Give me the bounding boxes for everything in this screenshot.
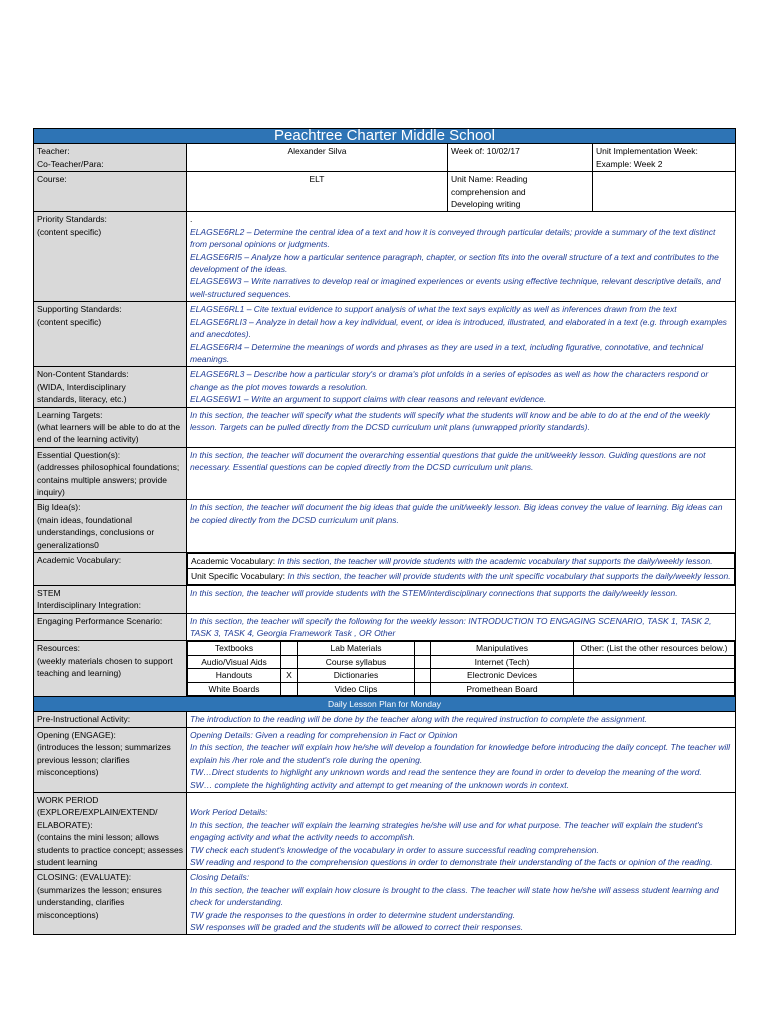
resource-item: Video Clips [298,682,415,695]
learning-targets-content: In this section, the teacher will specify what the students will specify what the students will know and be able to do at the end of the weekly lesson. Targets can be pulled directly from the DCSD curriculum unit plans (unwrapped priority standards). [187,407,736,447]
detail-line: TW check each student's knowledge of the vocabulary in order to assure successful reading comprehension. [190,844,599,855]
work-period-content [187,792,736,869]
essential-questions-content: In this section, the teacher will document the overarching essential questions that guide the unit/weekly lesson. Guiding questions are not necessary. Essential questions can be copied directly from the DCSD curriculum unit plans. [187,447,736,500]
lesson-plan-table [33,128,736,935]
standard-line: ELAGSE6RLI3 – Analyze in detail how a key individual, event, or idea is introduced, illustrated, and elaborated in a text (e.g. through examples and anecdotes). [190,316,727,340]
resource-item: White Boards [188,682,281,695]
unit-vocabulary-entry: Unit Specific Vocabulary: In this section, the teacher will provide students with the unit specific vocabulary that supports the daily/weekly lesson. [188,569,735,584]
resource-item: Audio/Visual Aids [188,655,281,668]
daily-plan-header: Daily Lesson Plan for Monday [34,697,736,712]
detail-line: In this section, the teacher will explain how closure is brought to the class. The teacher will state how he/she will assess student learning and check for understanding. [190,884,719,908]
closing-row [34,870,736,935]
resource-item: Course syllabus [298,655,415,668]
pre-instructional-row [34,712,736,727]
resource-check [415,642,431,655]
detail-line: TW grade the responses to the questions in order to determine student understanding. [190,909,516,920]
detail-line: SW reading and respond to the comprehension questions in order to demonstrate their understanding of the facts or opinion of the reading. [190,856,713,867]
work-period-label: WORK PERIOD (EXPLORE/EXPLAIN/EXTEND/ ELABORATE): (contains the mini lesson; allows students to practice concept; assesses student learning [34,792,187,869]
standard-line: ELAGSE6W3 – Write narratives to develop real or imagined experiences or events using effective technique, relevant descriptive details, and well-structured sequences. [190,276,721,299]
resource-check [415,655,431,668]
detail-line: TW…Direct students to highlight any unknown words and read the sentence they are found in order to develop the meaning of the word. [190,767,702,778]
resource-check [281,642,298,655]
non-content-standards-label: Non-Content Standards: (WIDA, Interdisciplinary standards, literacy, etc.) [34,367,187,407]
supporting-standards-content [187,302,736,367]
opening-content [187,727,736,792]
unit-name: Unit Name: Reading comprehension and Developing writing [448,172,593,212]
resource-check [281,655,298,668]
teacher-name: Alexander Silva [187,144,448,172]
standard-line: ELAGSE6RI4 – Determine the meanings of words and phrases as they are used in a text, including figurative, connotative, and technical meanings. [190,341,704,364]
resources-content [187,641,736,697]
resource-other [574,669,735,682]
unit-implementation-week: Unit Implementation Week: Example: Week 2 [593,144,736,172]
opening-row [34,727,736,792]
resources-grid-row [188,682,735,695]
engaging-scenario-row [34,613,736,641]
school-title: Peachtree Charter Middle School [34,129,736,144]
academic-vocabulary-row [34,553,736,586]
closing-label: CLOSING: (EVALUATE): (summarizes the lesson; ensures understanding, clarifies misconceptions) [34,870,187,935]
resource-other [574,655,735,668]
engaging-scenario-content: In this section, the teacher will specify the following for the weekly lesson: INTRODUCTION TO ENGAGING SCENARIO, TASK 1, TASK 2, TASK 3, TASK 4, Georgia Framework Task , OR Other [187,613,736,641]
resource-other [574,682,735,695]
supporting-standards-row [34,302,736,367]
teacher-row [34,144,736,172]
pre-instructional-label: Pre-Instructional Activity: [34,712,187,727]
academic-vocabulary-content [187,553,736,586]
big-ideas-label: Big Idea(s): (main ideas, foundational understandings, conclusions or generalizations0 [34,500,187,553]
resource-item: Manipulatives [431,642,574,655]
resources-grid [187,641,735,696]
essential-questions-label: Essential Question(s): (addresses philosophical foundations; contains multiple answers; provide inquiry) [34,447,187,500]
title-row [34,129,736,144]
pre-instructional-content: The introduction to the reading will be done by the teacher along with the required instruction to complete the assignment. [187,712,736,727]
daily-plan-header-row [34,697,736,712]
resource-item: Promethean Board [431,682,574,695]
standard-line: ELAGSE6RL3 – Describe how a particular story's or drama's plot unfolds in a series of episodes as well as how the characters respond or change as the plot moves towards a resolution. [190,369,709,392]
work-period-row [34,792,736,869]
course-empty-cell [593,172,736,212]
course-value: ELT [187,172,448,212]
resource-item: Electronic Devices [431,669,574,682]
detail-line: SW… complete the highlighting activity and attempt to get meaning of the unknown words in context. [190,779,569,790]
big-ideas-content: In this section, the teacher will document the big ideas that guide the unit/weekly lesson. Big ideas convey the value of learning. Big ideas can be copied directly from the DCSD curriculum unit plans. [187,500,736,553]
detail-line: In this section, the teacher will explain the learning strategies he/she will use and for what purpose. The teacher will explain the student's engaging activity and what the activity needs to accomplish. [190,819,703,843]
opening-label: Opening (ENGAGE): (introduces the lesson; summarizes previous lesson; clarifies misconceptions) [34,727,187,792]
non-content-standards-content [187,367,736,407]
detail-line: SW responses will be graded and the students will be allowed to correct their responses. [190,921,524,932]
resources-label: Resources: (weekly materials chosen to support teaching and learning) [34,641,187,697]
resource-item: Dictionaries [298,669,415,682]
engaging-scenario-label: Engaging Performance Scenario: [34,613,187,641]
resource-check [415,682,431,695]
resource-check [415,669,431,682]
teacher-label: Teacher: Co-Teacher/Para: [34,144,187,172]
resource-item: Handouts [188,669,281,682]
stem-row [34,585,736,613]
course-row [34,172,736,212]
academic-vocabulary-label: Academic Vocabulary: [34,553,187,586]
big-ideas-row [34,500,736,553]
resource-item: Lab Materials [298,642,415,655]
non-content-standards-row [34,367,736,407]
closing-content [187,870,736,935]
stem-content: In this section, the teacher will provide students with the STEM/interdisciplinary connections that supports the daily/weekly lesson. [187,585,736,613]
resources-grid-row [188,669,735,682]
standard-line: ELAGSE6W1 – Write an argument to support claims with clear reasons and relevant evidence. [190,394,547,405]
priority-standards-row [34,212,736,302]
detail-line: Closing Details: [190,872,250,883]
resources-grid-row [188,655,735,668]
resource-check [281,682,298,695]
resource-check: X [281,669,298,682]
detail-line: Work Period Details: [190,807,268,818]
priority-standards-content: . ELAGSE6RL2 – Determine the central idea of a text and how it is conveyed through particular details; provide a summary of the text distinct from personal opinions or judgments. ELAGSE6RI5 – Analyze how a particular sentence paragraph, chapter, or section fits into the overall structure of a text and contributes to the development of the ideas. ELAGSE6W3 – Write narratives to develop real or imagined experiences or events using effective technique, relevant descriptive details, and well-structured sequences. [187,212,736,302]
resource-item: Internet (Tech) [431,655,574,668]
course-label: Course: [34,172,187,212]
stem-label: STEM Interdisciplinary Integration: [34,585,187,613]
detail-line: Opening Details: Given a reading for comprehension in Fact or Opinion [190,729,458,740]
learning-targets-label: Learning Targets: (what learners will be able to do at the end of the learning activity) [34,407,187,447]
standard-line: ELAGSE6RL2 – Determine the central idea of a text and how it is conveyed through particular details; provide a summary of the text distinct from personal opinions or judgments. [190,226,716,250]
resource-other: Other: (List the other resources below.) [574,642,735,655]
academic-vocabulary-entry: Academic Vocabulary: In this section, the teacher will provide students with the academic vocabulary that supports the daily/weekly lesson. [188,554,735,569]
resource-item: Textbooks [188,642,281,655]
week-of: Week of: 10/02/17 [448,144,593,172]
supporting-standards-label: Supporting Standards: (content specific) [34,302,187,367]
resources-row [34,641,736,697]
essential-questions-row [34,447,736,500]
resources-grid-row [188,642,735,655]
learning-targets-row [34,407,736,447]
priority-standards-label: Priority Standards: (content specific) [34,212,187,302]
detail-line: In this section, the teacher will explain how he/she will develop a foundation for knowledge before introducing the daily concept. The teacher will explain his /her role and the student's role during the opening. [190,742,731,765]
vocabulary-subtable [187,553,735,585]
standard-line: ELAGSE6RI5 – Analyze how a particular sentence paragraph, chapter, or section fits into the overall structure of a text and contributes to the development of the ideas. [190,251,719,275]
standard-line: ELAGSE6RL1 – Cite textual evidence to support analysis of what the text says explicitly as well as inferences drawn from the text [190,304,677,315]
